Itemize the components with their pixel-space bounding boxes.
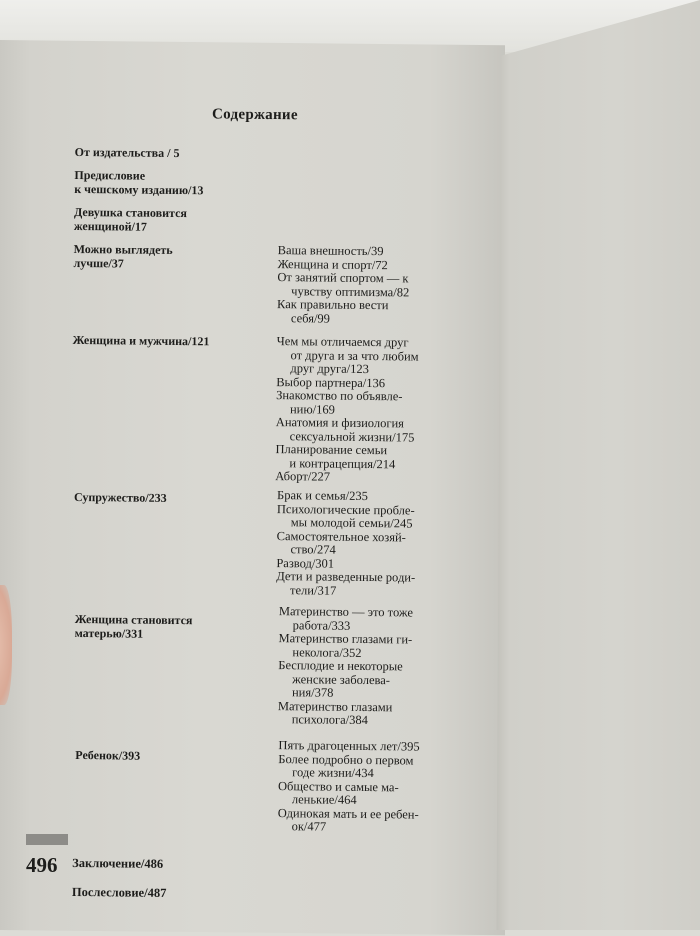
subsection-entry: Пять драгоценных лет/395 <box>278 738 420 754</box>
subsection-entry: Планирование семьи и контрацепция/214 <box>275 442 396 471</box>
section-heading: От издательства / 5 <box>74 144 180 161</box>
section-heading: Девушка становится женщиной/17 <box>73 204 188 234</box>
subsection-entry: От занятий спортом — к чувству оптимизма/82 <box>277 270 410 299</box>
toc-entry-conclusion: Заключение/486 <box>72 855 164 871</box>
toc-entry-afterword: Послесловие/487 <box>71 884 167 900</box>
section-heading: Можно выглядеть лучше/37 <box>73 241 173 271</box>
subsection-entry: Материнство глазами психолога/384 <box>277 698 393 728</box>
subsection-entry: Материнство глазами ги- неколога/352 <box>278 631 413 660</box>
subsection-list <box>277 244 443 327</box>
subsection-entry: Как правильно вести себя/99 <box>277 297 389 326</box>
subsection-entry: Развод/301 <box>276 555 335 571</box>
page-number-bar <box>26 834 68 845</box>
section-heading: Предисловие к чешскому изданию/13 <box>74 167 204 198</box>
subsection-entry: Чем мы отличаемся друг от друга и за что любим друг друга/123 <box>276 334 419 377</box>
section-heading: Женщина становится матерью/331 <box>74 611 193 641</box>
subsection-entry: Знакомство по объявле- нию/169 <box>276 388 403 417</box>
subsection-entry: Женщина и спорт/72 <box>277 256 388 272</box>
subsection-entry: Аборт/227 <box>275 469 331 484</box>
section-heading: Супружество/233 <box>73 489 167 505</box>
subsection-entry: Ваша внешность/39 <box>277 243 384 259</box>
page-number: 496 <box>26 853 58 877</box>
subsection-entry: Одинокая мать и ее ребен- ок/477 <box>277 805 419 834</box>
subsection-entry: Психологические пробле- мы молодой семьи/245 <box>276 501 415 531</box>
toc-title: Содержание <box>211 106 298 124</box>
subsection-entry: Самостоятельное хозяй- ство/274 <box>276 528 406 557</box>
subsection-list <box>275 335 442 485</box>
subsection-entry: Выбор партнера/136 <box>276 374 386 390</box>
subsection-entry: Более подробно о первом годе жизни/434 <box>278 751 414 781</box>
subsection-entry: Бесплодие и некоторые женские заболева- ния/378 <box>278 658 403 700</box>
subsection-entry: Дети и разведенные роди- тели/317 <box>276 569 416 598</box>
subsection-entry: Брак и семья/235 <box>277 488 368 504</box>
subsection-entry: Анатомия и физиология сексуальной жизни/175 <box>275 415 415 445</box>
subsection-entry: Материнство — это тоже работа/333 <box>278 604 414 633</box>
section-heading: Ребенок/393 <box>75 747 141 763</box>
subsection-list <box>276 489 442 599</box>
subsection-list <box>278 605 444 728</box>
subsection-entry: Общество и самые ма- ленькие/464 <box>277 778 399 807</box>
subsection-list <box>278 739 444 835</box>
section-heading: Женщина и мужчина/121 <box>72 332 210 349</box>
